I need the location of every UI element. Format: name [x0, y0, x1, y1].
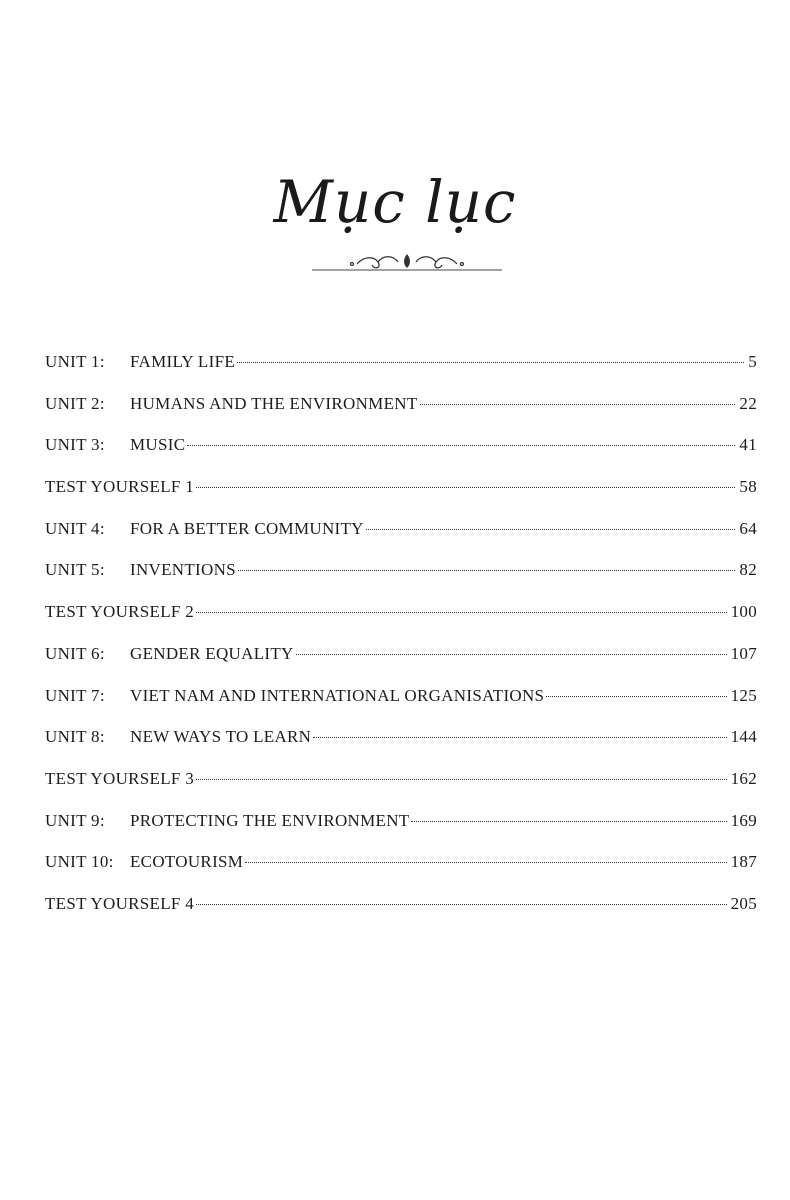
toc-entry[interactable] [45, 769, 757, 811]
toc-page-number: 144 [730, 727, 757, 747]
toc-unit-number: UNIT 7: [45, 685, 105, 705]
toc-entry[interactable] [45, 644, 757, 686]
toc-entry-title: NEW WAYS TO LEARN [130, 727, 312, 747]
dot-leader [366, 529, 736, 530]
toc-entry[interactable] [45, 394, 757, 436]
dot-leader [245, 862, 726, 863]
toc-entry[interactable] [45, 727, 757, 769]
flourish-divider-icon [312, 248, 502, 278]
toc-entry-label [45, 644, 294, 664]
toc-unit-number: UNIT 9: [45, 810, 105, 830]
toc-entry[interactable] [45, 811, 757, 853]
toc-page-number: 82 [739, 560, 757, 580]
toc-unit-number: UNIT 5: [45, 560, 105, 580]
toc-entry-title: MUSIC [130, 435, 186, 455]
toc-page-number: 125 [730, 685, 757, 705]
toc-entry-label [45, 686, 544, 706]
toc-page-number: 205 [730, 893, 757, 913]
toc-page-number: 162 [730, 768, 757, 788]
dot-leader [196, 779, 727, 780]
toc-entry[interactable] [45, 560, 757, 602]
table-of-contents [45, 352, 757, 936]
toc-entry-label [45, 352, 235, 372]
toc-entry-label [45, 769, 194, 789]
page-title: Mục lục [273, 168, 517, 236]
toc-entry-label [45, 477, 194, 497]
dot-leader [296, 654, 727, 655]
toc-entry-title: FAMILY LIFE [130, 352, 236, 371]
toc-entry[interactable] [45, 686, 757, 728]
toc-unit-number: UNIT 6: [45, 643, 105, 663]
dot-leader [420, 404, 736, 405]
toc-entry-title: TEST YOURSELF 3 [45, 768, 195, 788]
toc-entry[interactable] [45, 352, 757, 394]
toc-entry-title: PROTECTING THE ENVIRONMENT [130, 810, 410, 830]
toc-page-number: 187 [730, 852, 757, 872]
toc-entry-title: TEST YOURSELF 4 [45, 893, 195, 913]
toc-page-number: 64 [739, 518, 757, 538]
dot-leader [187, 445, 735, 446]
dot-leader [196, 612, 727, 613]
toc-entry-label [45, 519, 364, 539]
toc-unit-number: UNIT 1: [45, 352, 105, 371]
toc-entry-title: TEST YOURSELF 2 [45, 602, 195, 622]
toc-entry-title: FOR A BETTER COMMUNITY [130, 518, 364, 538]
toc-entry[interactable] [45, 852, 757, 894]
toc-entry[interactable] [45, 519, 757, 561]
toc-entry-title: INVENTIONS [130, 560, 236, 580]
dot-leader [196, 904, 727, 905]
toc-entry-label [45, 811, 409, 831]
dot-leader [238, 570, 735, 571]
toc-page-number: 5 [748, 352, 757, 371]
dot-leader [411, 821, 726, 822]
toc-entry[interactable] [45, 602, 757, 644]
toc-entry-title: ECOTOURISM [130, 852, 244, 872]
toc-entry-title: VIET NAM AND INTERNATIONAL ORGANISATIONS [130, 685, 545, 705]
dot-leader [546, 696, 726, 697]
toc-page-number: 58 [739, 477, 757, 497]
toc-page-number: 41 [739, 435, 757, 455]
toc-entry[interactable] [45, 435, 757, 477]
toc-entry-label [45, 394, 418, 414]
toc-entry[interactable] [45, 894, 757, 936]
toc-unit-number: UNIT 10: [45, 852, 114, 872]
toc-entry-title: TEST YOURSELF 1 [45, 477, 195, 497]
dot-leader [196, 487, 735, 488]
toc-page-number: 22 [739, 393, 757, 413]
toc-entry[interactable] [45, 477, 757, 519]
toc-entry-label [45, 727, 311, 747]
dot-leader [237, 362, 744, 363]
toc-entry-label [45, 435, 185, 455]
toc-page-number: 107 [730, 643, 757, 663]
toc-entry-label [45, 602, 194, 622]
toc-page-number: 100 [730, 602, 757, 622]
toc-entry-title: GENDER EQUALITY [130, 643, 294, 663]
toc-unit-number: UNIT 8: [45, 727, 105, 747]
toc-entry-label [45, 852, 243, 872]
toc-unit-number: UNIT 2: [45, 393, 105, 413]
dot-leader [313, 737, 726, 738]
toc-entry-label [45, 894, 194, 914]
toc-page-number: 169 [730, 810, 757, 830]
toc-unit-number: UNIT 3: [45, 435, 105, 455]
toc-entry-label [45, 560, 236, 580]
toc-entry-title: HUMANS AND THE ENVIRONMENT [130, 393, 418, 413]
toc-unit-number: UNIT 4: [45, 518, 105, 538]
